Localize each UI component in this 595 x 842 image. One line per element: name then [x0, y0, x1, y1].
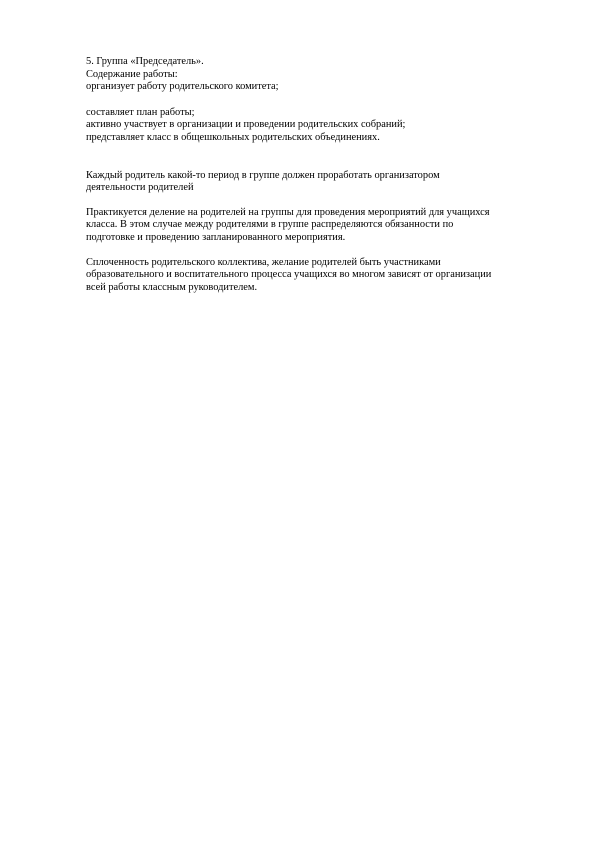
paragraph-line: класса. В этом случае между родителями в группе распределяются обязанности по: [86, 219, 454, 231]
paragraph-line: деятельности родителей: [86, 182, 194, 194]
work-content-label: Содержание работы:: [86, 68, 178, 80]
paragraph-groups: [86, 207, 556, 245]
spacer: [86, 195, 556, 207]
paragraph-line: Практикуется деление на родителей на группы для проведения мероприятий для учащихся: [86, 206, 490, 218]
paragraph-cohesion: [86, 257, 556, 295]
chairman-group-section: [86, 56, 556, 145]
document-body: [86, 56, 556, 294]
duty-item: организует работу родительского комитета;: [86, 81, 279, 93]
paragraph-line: всей работы классным руководителем.: [86, 281, 258, 293]
paragraph-line: Каждый родитель какой-то период в группе должен проработать организатором: [86, 169, 440, 181]
group-heading: 5. Группа «Председатель».: [86, 56, 204, 67]
duty-item: составляет план работы;: [86, 106, 195, 118]
paragraph-line: образовательного и воспитательного процесса учащихся во многом зависят от организации: [86, 269, 492, 281]
spacer: [86, 245, 556, 257]
duty-item: представляет класс в общешкольных родительских объединениях.: [86, 131, 380, 143]
paragraph-line: Сплоченность родительского коллектива, желание родителей быть участниками: [86, 256, 441, 268]
duty-item: активно участвует в организации и проведении родительских собраний;: [86, 119, 406, 131]
paragraph-organizer: [86, 170, 556, 195]
spacer: [86, 94, 556, 107]
paragraph-line: подготовке и проведению запланированного мероприятия.: [86, 231, 346, 243]
spacer: [86, 145, 556, 170]
